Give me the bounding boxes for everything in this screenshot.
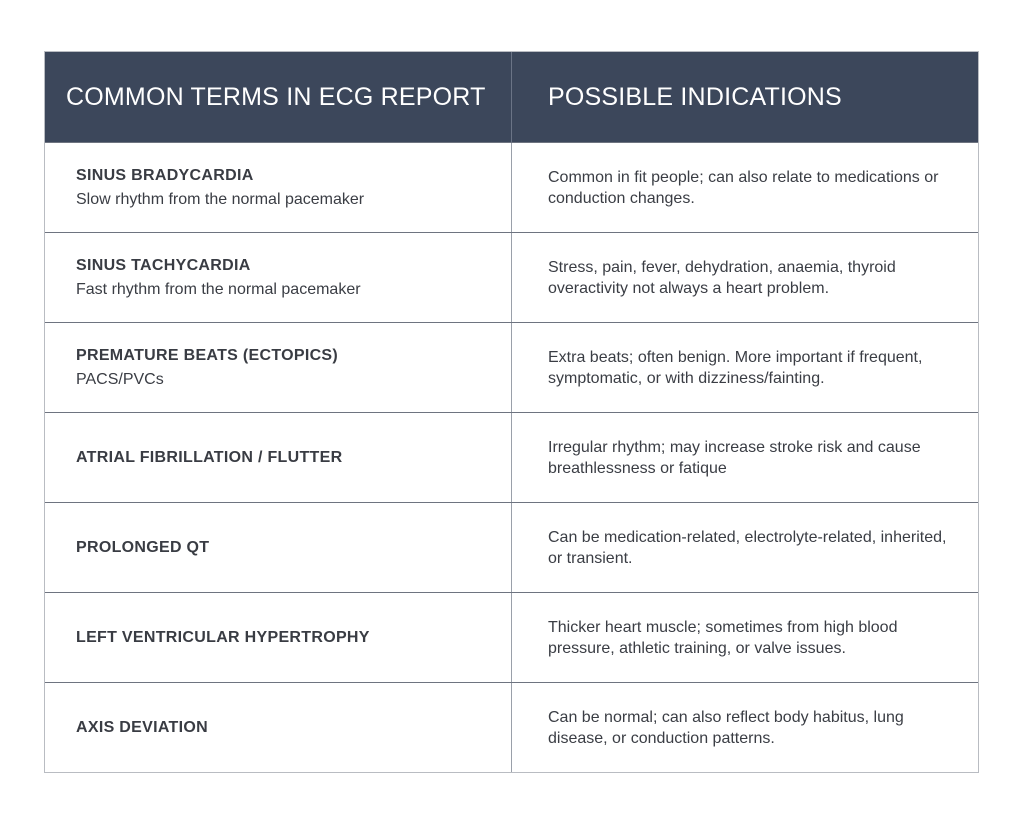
term-cell: [45, 413, 512, 502]
term-cell: [45, 683, 512, 772]
term-title: LEFT VENTRICULAR HYPERTROPHY: [76, 628, 370, 646]
term-cell: [45, 593, 512, 682]
table-row: [45, 142, 978, 232]
term-title: SINUS TACHYCARDIA: [76, 256, 251, 274]
term-title: ATRIAL FIBRILLATION / FLUTTER: [76, 448, 343, 466]
indication-cell: Can be medication-related, electrolyte-related, inherited, or transient.: [548, 528, 947, 567]
indication-cell: Extra beats; often benign. More important if frequent, symptomatic, or with dizziness/fainting.: [548, 348, 923, 387]
term-cell: [45, 233, 512, 322]
indication-cell: Irregular rhythm; may increase stroke risk and cause breathlessness or fatique: [548, 438, 921, 477]
table-row: [45, 322, 978, 412]
table-row: [45, 502, 978, 592]
indication-cell: Thicker heart muscle; sometimes from high blood pressure, athletic training, or valve issues.: [548, 618, 898, 657]
indication-cell: Can be normal; can also reflect body habitus, lung disease, or conduction patterns.: [548, 708, 904, 747]
header-indications: POSSIBLE INDICATIONS: [548, 82, 842, 111]
term-title: PROLONGED QT: [76, 538, 210, 556]
term-cell: [45, 323, 512, 412]
term-title: SINUS BRADYCARDIA: [76, 166, 254, 184]
term-title: AXIS DEVIATION: [76, 718, 208, 736]
table-row: [45, 232, 978, 322]
table-row: [45, 412, 978, 502]
table-row: [45, 592, 978, 682]
term-cell: [45, 503, 512, 592]
ecg-terms-table: [44, 51, 979, 773]
table-header: [45, 52, 978, 142]
term-title: PREMATURE BEATS (ECTOPICS): [76, 346, 339, 364]
indication-cell: Stress, pain, fever, dehydration, anaemia, thyroid overactivity not always a heart problem.: [548, 258, 896, 297]
header-terms: COMMON TERMS IN ECG REPORT: [45, 52, 512, 142]
term-subtitle: PACS/PVCs: [76, 370, 164, 388]
indication-cell: Common in fit people; can also relate to medications or conduction changes.: [548, 168, 939, 207]
term-cell: [45, 143, 512, 232]
term-subtitle: Slow rhythm from the normal pacemaker: [76, 190, 365, 208]
table-row: [45, 682, 978, 772]
term-subtitle: Fast rhythm from the normal pacemaker: [76, 280, 361, 298]
